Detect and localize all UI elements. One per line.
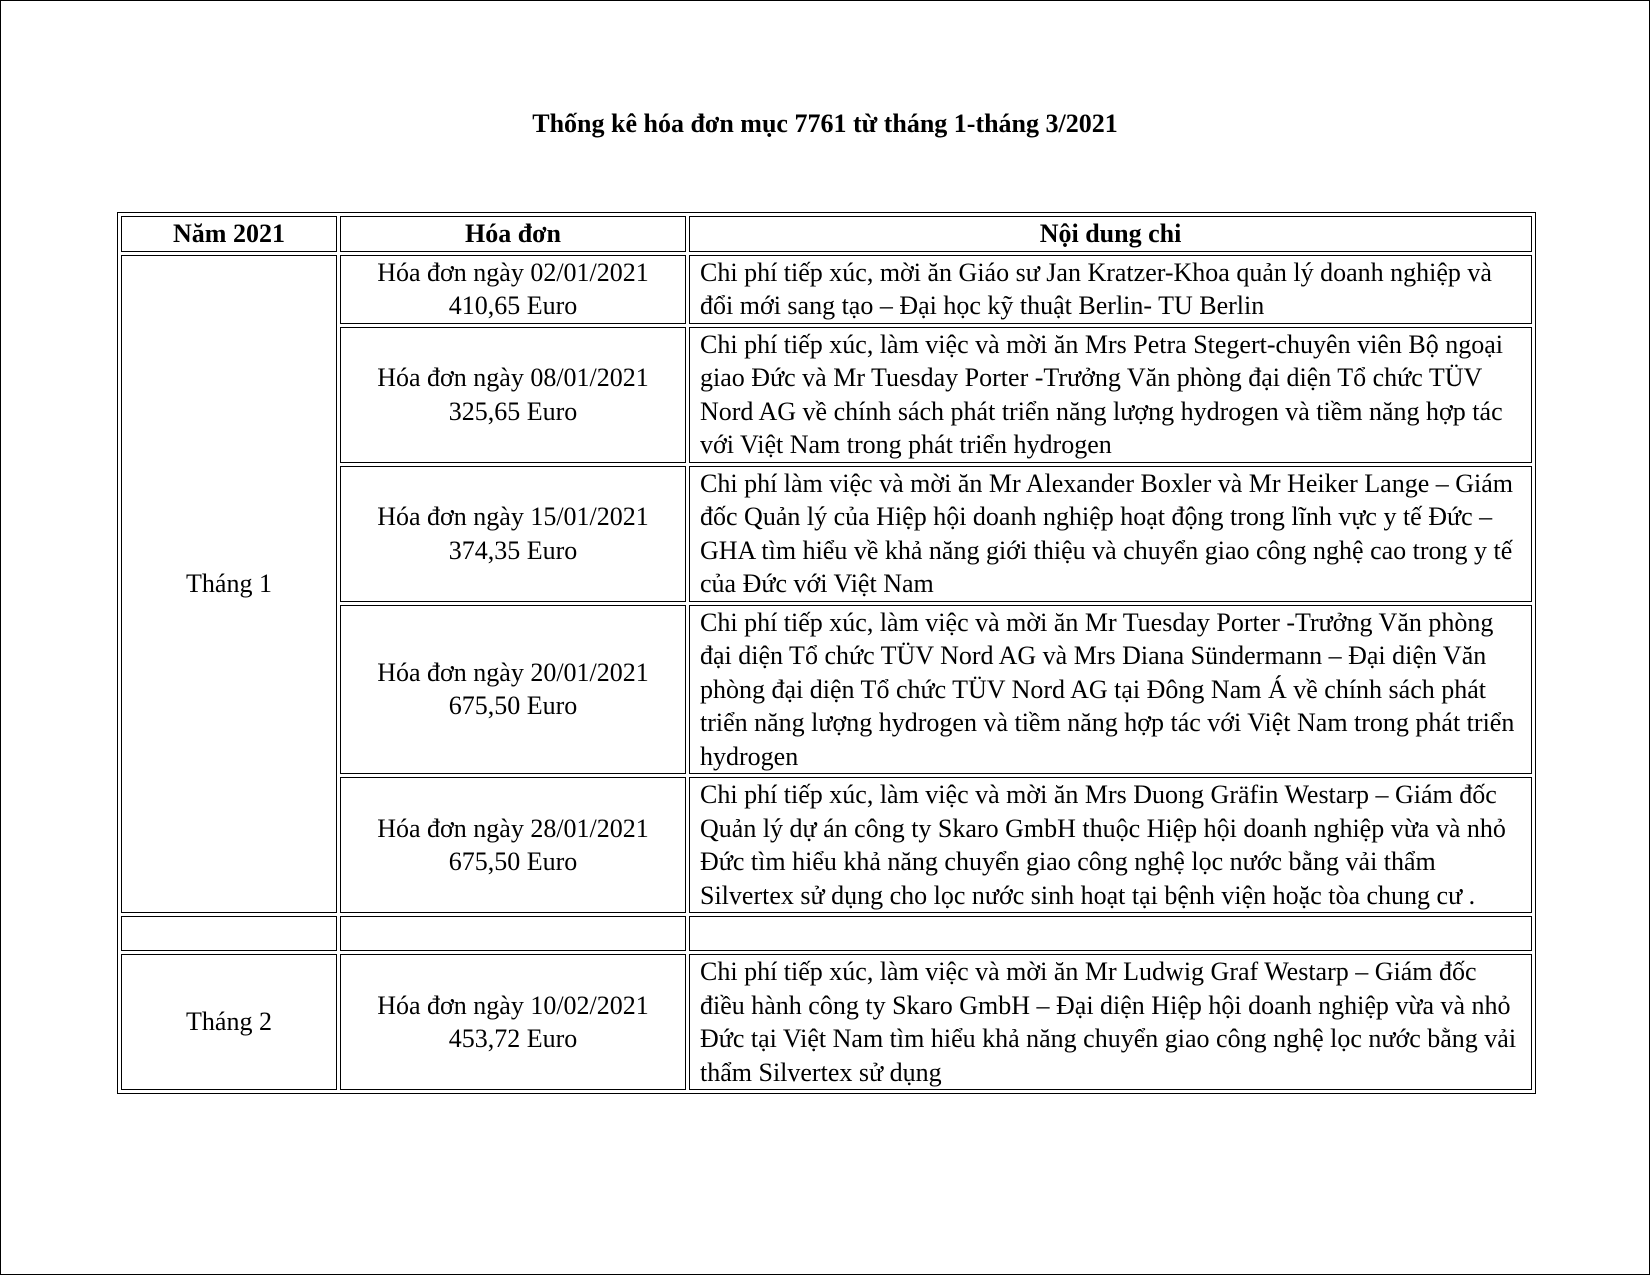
invoice-amount: 374,35 Euro (448, 535, 578, 565)
content-cell: Chi phí làm việc và mời ăn Mr Alexander Boxler và Mr Heiker Lange – Giám đốc Quản lý của Hiệp hội doanh nghiệp hoạt động trong lĩnh vực y tế Đức – GHA tìm hiểu về khả năng giới thiệu và chuyển giao công nghệ cao trong y tế của Đức với Việt Nam (689, 466, 1532, 602)
invoice-date: Hóa đơn ngày 10/02/2021 (377, 990, 649, 1020)
empty-cell (121, 916, 337, 951)
empty-cell (689, 916, 1532, 951)
invoice-cell (340, 777, 686, 913)
invoice-date: Hóa đơn ngày 15/01/2021 (377, 502, 649, 531)
invoice-cell (340, 327, 686, 463)
invoice-table (117, 212, 1536, 1094)
content-cell: Chi phí tiếp xúc, làm việc và mời ăn Mr Ludwig Graf Westarp – Giám đốc điều hành công ty Skaro GmbH – Đại diện Hiệp hội doanh nghiệp vừa và nhỏ Đức tại Việt Nam tìm hiểu khả năng chuyển giao công nghệ lọc nước bằng vải thẩm Silvertex sử dụng (689, 954, 1532, 1090)
table-row (121, 954, 1532, 1090)
table-row (121, 255, 1532, 324)
invoice-date: Hóa đơn ngày 02/01/2021 (377, 257, 649, 287)
invoice-amount: 675,50 Euro (448, 691, 578, 721)
month-cell: Tháng 2 (121, 954, 337, 1090)
page-title: Thống kê hóa đơn mục 7761 từ tháng 1-tháng 3/2021 (532, 109, 1118, 138)
header-year: Năm 2021 (121, 216, 337, 252)
invoice-date: Hóa đơn ngày 20/01/2021 (377, 657, 649, 687)
content-cell: Chi phí tiếp xúc, làm việc và mời ăn Mr Tuesday Porter -Trưởng Văn phòng đại diện Tổ chức TÜV Nord AG và Mrs Diana Sündermann – Đại diện Văn phòng đại diện Tổ chức TÜV Nord AG tại Đông Nam Á về chính sách phát triển năng lượng hydrogen và tiềm năng hợp tác với Việt Nam trong phát triển hydrogen (689, 605, 1532, 775)
empty-row (121, 916, 1532, 951)
invoice-date: Hóa đơn ngày 28/01/2021 (377, 813, 649, 843)
invoice-amount: 675,50 Euro (448, 847, 578, 876)
header-invoice: Hóa đơn (340, 216, 686, 252)
content-cell: Chi phí tiếp xúc, làm việc và mời ăn Mrs Duong Gräfin Westarp – Giám đốc Quản lý dự án công ty Skaro GmbH thuộc Hiệp hội doanh nghiệp vừa và nhỏ Đức tìm hiểu khả năng chuyển giao công nghệ lọc nước bằng vải thẩm Silvertex sử dụng cho lọc nước sinh hoạt tại bệnh viện hoặc tòa chung cư . (689, 777, 1532, 913)
invoice-amount: 453,72 Euro (448, 1024, 578, 1053)
invoice-cell (340, 255, 686, 324)
invoice-amount: 410,65 Euro (448, 291, 578, 320)
invoice-cell (340, 954, 686, 1090)
content-cell: Chi phí tiếp xúc, làm việc và mời ăn Mrs Petra Stegert-chuyên viên Bộ ngoại giao Đức và Mr Tuesday Porter -Trưởng Văn phòng đại diện Tổ chức TÜV Nord AG về chính sách phát triển năng lượng hydrogen và tiềm năng hợp tác với Việt Nam trong phát triển hydrogen (689, 327, 1532, 463)
content-cell: Chi phí tiếp xúc, mời ăn Giáo sư Jan Kratzer-Khoa quản lý doanh nghiệp và đổi mới sang tạo – Đại học kỹ thuật Berlin- TU Berlin (689, 255, 1532, 324)
header-content: Nội dung chi (689, 216, 1532, 252)
invoice-date: Hóa đơn ngày 08/01/2021 (377, 363, 649, 392)
month-cell: Tháng 1 (121, 255, 337, 914)
invoice-cell (340, 466, 686, 602)
invoice-cell (340, 605, 686, 775)
empty-cell (340, 916, 686, 951)
invoice-amount: 325,65 Euro (448, 396, 578, 426)
table-header-row (121, 216, 1532, 252)
